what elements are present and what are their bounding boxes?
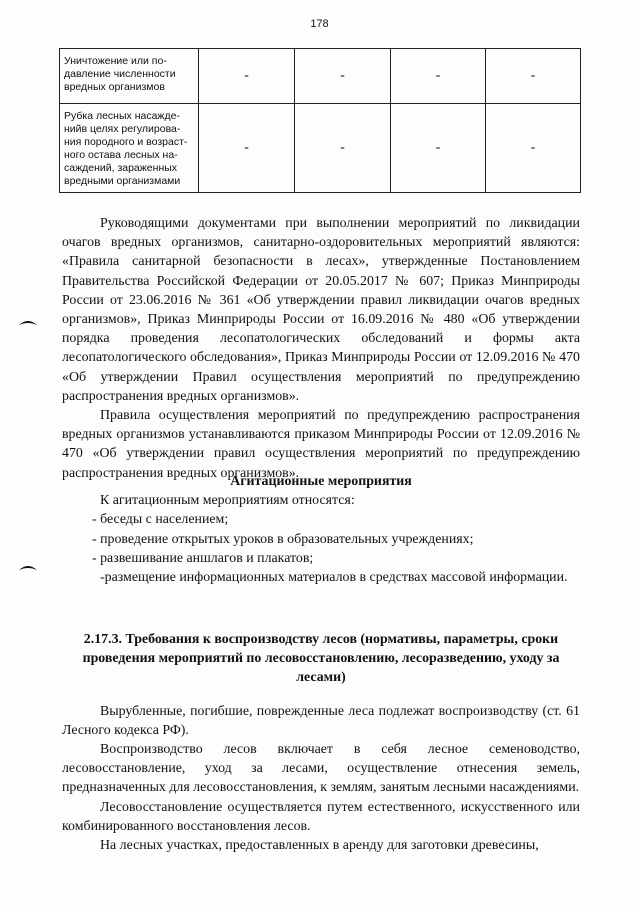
list-item: - проведение открытых уроков в образовательных учреждениях; (92, 531, 474, 547)
row-label-line: ния породного и возраст- (64, 136, 188, 148)
agitation-intro: К агитационным мероприятиям относятся: (100, 493, 355, 509)
reproduction-section (62, 630, 580, 855)
measures-table (59, 48, 581, 193)
table-cell: - (199, 49, 295, 104)
binder-hole-mark (18, 563, 38, 571)
table-row (60, 104, 581, 193)
table-cell: - (199, 104, 295, 193)
row-label-line: саждений, зараженных (64, 162, 178, 174)
table-cell: - (295, 49, 391, 104)
table-cell: - (391, 49, 486, 104)
paragraph-guiding-docs: Руководящими документами при выполнении мероприятий по ликвидации очагов вредных организмов, санитарно-оздоровительных мероприятий являются: «Правила санитарной безопасности в лесах», утвержденные Постановлением Правительства Российской Федерации от 20.05.2017 № 607; Приказ Минприроды России от 23.06.2016 № 361 «Об утверждении правил ликвидации очагов вредных организмов», Приказ Минприроды России от 16.09.2016 № 480 «Об утверждении порядка проведения лесопатологических обследований и формы акта лесопатологического обследования», Приказ Минприроды России от 12.09.2016 № 470 «Об утверждении Правил осуществления мероприятий по предупреждению распространения вредных организмов». (62, 216, 580, 404)
section-paragraph: Воспроизводство лесов включает в себя лесное семеноводство, лесовосстановление, уход за лесами, осуществление отнесения земель, предназначенных для лесовосстановления, к землям, занятым лесными насаждениями. (62, 742, 580, 796)
row-label-line: Уничтожение или по- (64, 55, 167, 67)
guiding-documents-block (62, 214, 580, 483)
section-paragraph: Вырубленные, погибшие, поврежденные леса подлежат воспроизводству (ст. 61 Лесного кодекса РФ). (62, 703, 580, 738)
row-label-line: Рубка лесных насажде- (64, 110, 180, 122)
table-cell: - (295, 104, 391, 193)
table-cell: - (486, 104, 581, 193)
table-cell: - (486, 49, 581, 104)
row-label-line: нийв целях регулирова- (64, 123, 181, 135)
row-label-line: вредных организмов (64, 81, 165, 93)
agitation-block (62, 472, 580, 587)
page-number: 178 (310, 18, 329, 30)
section-paragraph: Лесовосстановление осуществляется путем естественного, искусственного или комбинированного восстановления лесов. (62, 799, 580, 834)
row-label (60, 104, 199, 193)
list-item: - развешивание аншлагов и плакатов; (92, 550, 314, 566)
table-row (60, 49, 581, 104)
paragraph-prevention-rules: Правила осуществления мероприятий по предупреждению распространения вредных организмов устанавливаются приказом Минприроды России от 12.09.2016 № 470 «Об утверждении правил осуществления мероприятий по предупреждению распространения вредных организмов». (62, 408, 580, 481)
binder-hole-mark (18, 318, 38, 326)
table-cell: - (391, 104, 486, 193)
section-paragraph: На лесных участках, предоставленных в аренду для заготовки древесины, (100, 838, 539, 854)
list-item: -размещение информационных материалов в средствах массовой информации. (100, 570, 568, 586)
list-item: - беседы с населением; (92, 512, 229, 528)
row-label-line: давление численности (64, 68, 176, 80)
agitation-heading: Агитационные мероприятия (230, 474, 412, 489)
section-heading: 2.17.3. Требования к воспроизводству лесов (нормативы, параметры, сроки проведения мероприятий по лесовосстановлению, лесоразведению, уходу за лесами) (82, 632, 560, 686)
row-label-line: ного остава лесных на- (64, 149, 178, 161)
row-label-line: вредными организмами (64, 175, 181, 187)
row-label (60, 49, 199, 104)
